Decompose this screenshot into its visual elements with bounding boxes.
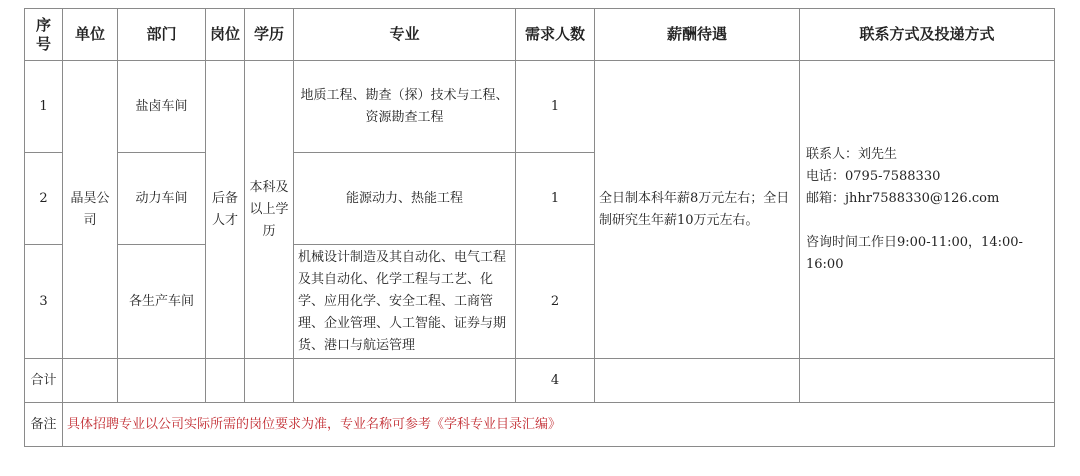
note-row (25, 403, 1055, 447)
major-cell: 能源动力、热能工程 (294, 153, 516, 245)
contact-email[interactable]: 邮箱：jhhr7588330@126.com (806, 190, 1000, 206)
total-row (25, 359, 1055, 403)
salary-cell: 全日制本科年薪8万元左右；全日制研究生年薪10万元左右。 (595, 61, 800, 359)
major-cell: 机械设计制造及其自动化、电气工程及其自动化、化学工程与工艺、化学、应用化学、安全工程、工商管理、企业管理、人工智能、证券与期货、港口与航运管理 (294, 245, 516, 359)
row-index: 1 (25, 61, 63, 153)
row-index: 3 (25, 245, 63, 359)
major-cell: 地质工程、勘查（探）技术与工程、资源勘查工程 (294, 61, 516, 153)
total-empty (294, 359, 516, 403)
recruitment-sheet (24, 8, 1055, 447)
position-cell: 后备人才 (206, 61, 245, 359)
department-cell: 各生产车间 (118, 245, 206, 359)
education-cell: 本科及以上学历 (245, 61, 294, 359)
note-text: 具体招聘专业以公司实际所需的岗位要求为准，专业名称可参考《学科专业目录汇编》 (63, 403, 1055, 447)
contact-hours: 咨询时间工作日9:00-11:00，14:00-16:00 (806, 234, 1023, 272)
contact-person: 联系人：刘先生 (806, 146, 898, 162)
total-empty (118, 359, 206, 403)
unit-cell: 晶昊公司 (63, 61, 118, 359)
total-empty (800, 359, 1055, 403)
contact-cell (800, 61, 1055, 359)
header-department: 部门 (118, 9, 206, 61)
total-empty (206, 359, 245, 403)
contact-spacer (806, 210, 1048, 232)
total-empty (595, 359, 800, 403)
total-label: 合计 (25, 359, 63, 403)
total-empty (245, 359, 294, 403)
header-headcount: 需求人数 (516, 9, 595, 61)
table-row (25, 61, 1055, 153)
note-label: 备注 (25, 403, 63, 447)
headcount-cell: 1 (516, 153, 595, 245)
headcount-cell: 1 (516, 61, 595, 153)
header-position: 岗位 (206, 9, 245, 61)
contact-phone: 电话：0795-7588330 (806, 168, 941, 184)
header-unit: 单位 (63, 9, 118, 61)
recruitment-table (24, 8, 1055, 447)
header-contact: 联系方式及投递方式 (800, 9, 1055, 61)
header-index: 序号 (25, 9, 63, 61)
header-salary: 薪酬待遇 (595, 9, 800, 61)
header-row (25, 9, 1055, 61)
department-cell: 盐卤车间 (118, 61, 206, 153)
department-cell: 动力车间 (118, 153, 206, 245)
header-major: 专业 (294, 9, 516, 61)
row-index: 2 (25, 153, 63, 245)
headcount-cell: 2 (516, 245, 595, 359)
total-headcount: 4 (516, 359, 595, 403)
total-empty (63, 359, 118, 403)
header-education: 学历 (245, 9, 294, 61)
